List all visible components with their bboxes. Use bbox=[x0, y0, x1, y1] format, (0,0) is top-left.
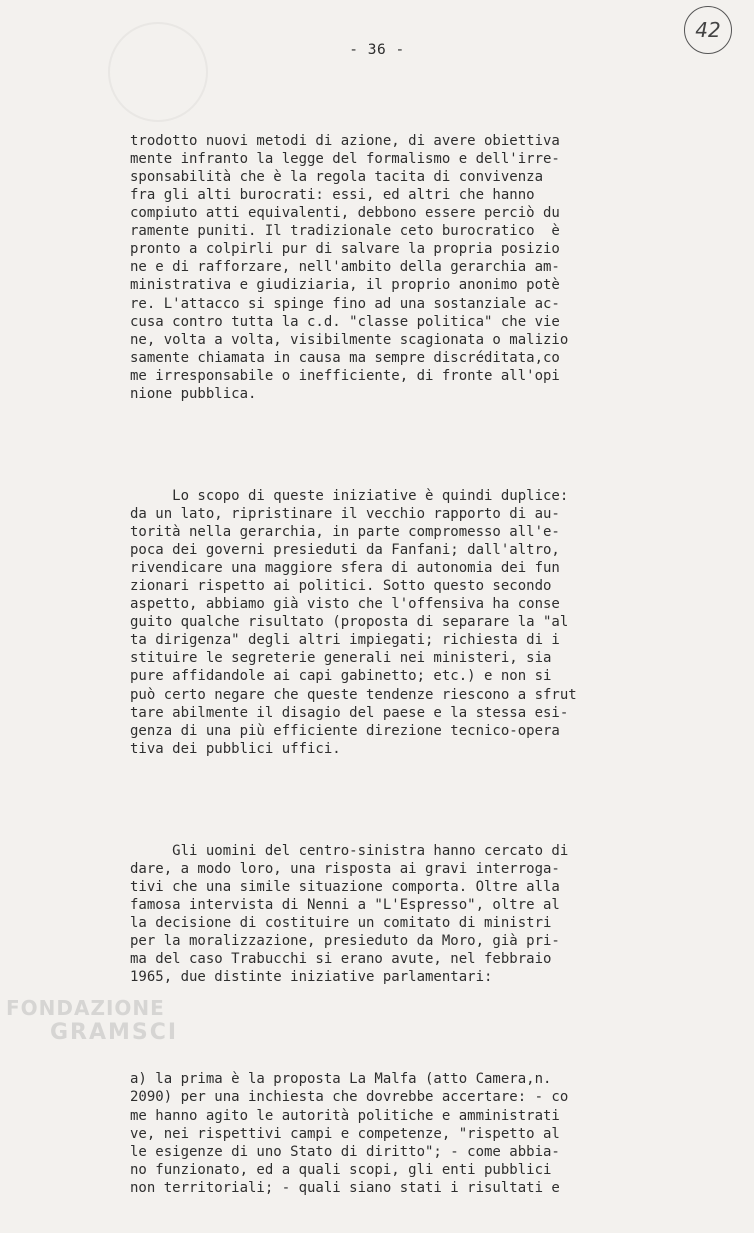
text-line: me irresponsabile o inefficiente, di fronte all'opi bbox=[130, 367, 560, 384]
text-line: a) la prima è la proposta La Malfa (atto Camera,n. bbox=[130, 1071, 552, 1088]
text-line: può certo negare che queste tendenze riescono a sfrut bbox=[130, 686, 577, 703]
text-line: poca dei governi presieduti da Fanfani; dall'altro, bbox=[130, 542, 560, 559]
text-line: mente infranto la legge del formalismo e dell'irre- bbox=[130, 151, 560, 168]
text-line: ministrativa e giudiziaria, il proprio anonimo potè bbox=[130, 277, 560, 294]
page-number: - 36 - bbox=[349, 42, 405, 58]
text-line: nione pubblica. bbox=[130, 385, 257, 402]
paragraph-4 bbox=[130, 1070, 630, 1196]
text-line: pure affidandole ai capi gabinetto; etc.) e non si bbox=[130, 668, 552, 685]
archive-page-number: 42 bbox=[684, 6, 732, 54]
text-line: famosa intervista di Nenni a "L'Espresso", oltre al bbox=[130, 897, 560, 914]
text-line: non territoriali; - quali siano stati i risultati e bbox=[130, 1179, 560, 1196]
text-line: Gli uomini del centro-sinistra hanno cercato di bbox=[130, 842, 569, 859]
text-line: 2090) per una inchiesta che dovrebbe accertare: - co bbox=[130, 1089, 569, 1106]
text-line: ve, nei rispettivi campi e competenze, "rispetto al bbox=[130, 1125, 560, 1142]
paragraph-gap bbox=[130, 794, 630, 806]
text-line: tiva dei pubblici uffici. bbox=[130, 740, 341, 757]
text-line: Lo scopo di queste iniziative è quindi duplice: bbox=[130, 487, 569, 504]
text-line: stituire le segreterie generali nei ministeri, sia bbox=[130, 650, 552, 667]
paragraph-2 bbox=[130, 487, 630, 758]
text-line: fra gli alti burocrati: essi, ed altri che hanno bbox=[130, 187, 535, 204]
watermark-line-2: GRAMSCI bbox=[50, 1020, 179, 1045]
text-line: me hanno agito le autorità politiche e amministrati bbox=[130, 1107, 560, 1124]
text-line: per la moralizzazione, presieduto da Moro, già pri- bbox=[130, 933, 560, 950]
paragraph-gap bbox=[130, 439, 630, 451]
text-line: cusa contro tutta la c.d. "classe politica" che vie bbox=[130, 313, 560, 330]
text-line: torità nella gerarchia, in parte compromesso all'e- bbox=[130, 524, 560, 541]
watermark-line-1: FONDAZIONE bbox=[6, 996, 165, 1020]
fondazione-gramsci-watermark bbox=[6, 996, 178, 1045]
text-line: no funzionato, ed a quali scopi, gli enti pubblici bbox=[130, 1161, 552, 1178]
text-line: samente chiamata in causa ma sempre discréditata,co bbox=[130, 349, 560, 366]
text-line: ma del caso Trabucchi si erano avute, nel febbraio bbox=[130, 951, 552, 968]
text-line: rivendicare una maggiore sfera di autonomia dei fun bbox=[130, 560, 560, 577]
body-text bbox=[130, 96, 630, 1233]
paragraph-gap bbox=[130, 1022, 630, 1034]
text-line: compiuto atti equivalenti, debbono essere perciò du bbox=[130, 205, 560, 222]
text-line: ne, volta a volta, visibilmente scagionata o malizio bbox=[130, 331, 569, 348]
text-line: ta dirigenza" degli altri impiegati; richiesta di i bbox=[130, 632, 560, 649]
text-line: tivi che una simile situazione comporta. Oltre alla bbox=[130, 878, 560, 895]
text-line: le esigenze di uno Stato di diritto"; - come abbia- bbox=[130, 1143, 560, 1160]
text-line: guito qualche risultato (proposta di separare la "al bbox=[130, 614, 569, 631]
text-line: trodotto nuovi metodi di azione, di avere obiettiva bbox=[130, 133, 560, 150]
text-line: ne e di rafforzare, nell'ambito della gerarchia am- bbox=[130, 259, 560, 276]
text-line: zionari rispetto ai politici. Sotto questo secondo bbox=[130, 578, 552, 595]
paragraph-1 bbox=[130, 132, 630, 403]
text-line: 1965, due distinte iniziative parlamentari: bbox=[130, 969, 493, 986]
text-line: sponsabilità che è la regola tacita di convivenza bbox=[130, 169, 544, 186]
text-line: genza di una più efficiente direzione tecnico-opera bbox=[130, 722, 560, 739]
text-line: pronto a colpirli pur di salvare la propria posizio bbox=[130, 241, 560, 258]
text-line: da un lato, ripristinare il vecchio rapporto di au- bbox=[130, 506, 560, 523]
text-line: tare abilmente il disagio del paese e la stessa esi- bbox=[130, 704, 569, 721]
text-line: aspetto, abbiamo già visto che l'offensiva ha conse bbox=[130, 596, 560, 613]
paragraph-3 bbox=[130, 842, 630, 986]
text-line: re. L'attacco si spinge fino ad una sostanziale ac- bbox=[130, 295, 560, 312]
text-line: ramente puniti. Il tradizionale ceto burocratico è bbox=[130, 223, 560, 240]
text-line: dare, a modo loro, una risposta ai gravi interroga- bbox=[130, 860, 560, 877]
text-line: la decisione di costituire un comitato di ministri bbox=[130, 915, 552, 932]
